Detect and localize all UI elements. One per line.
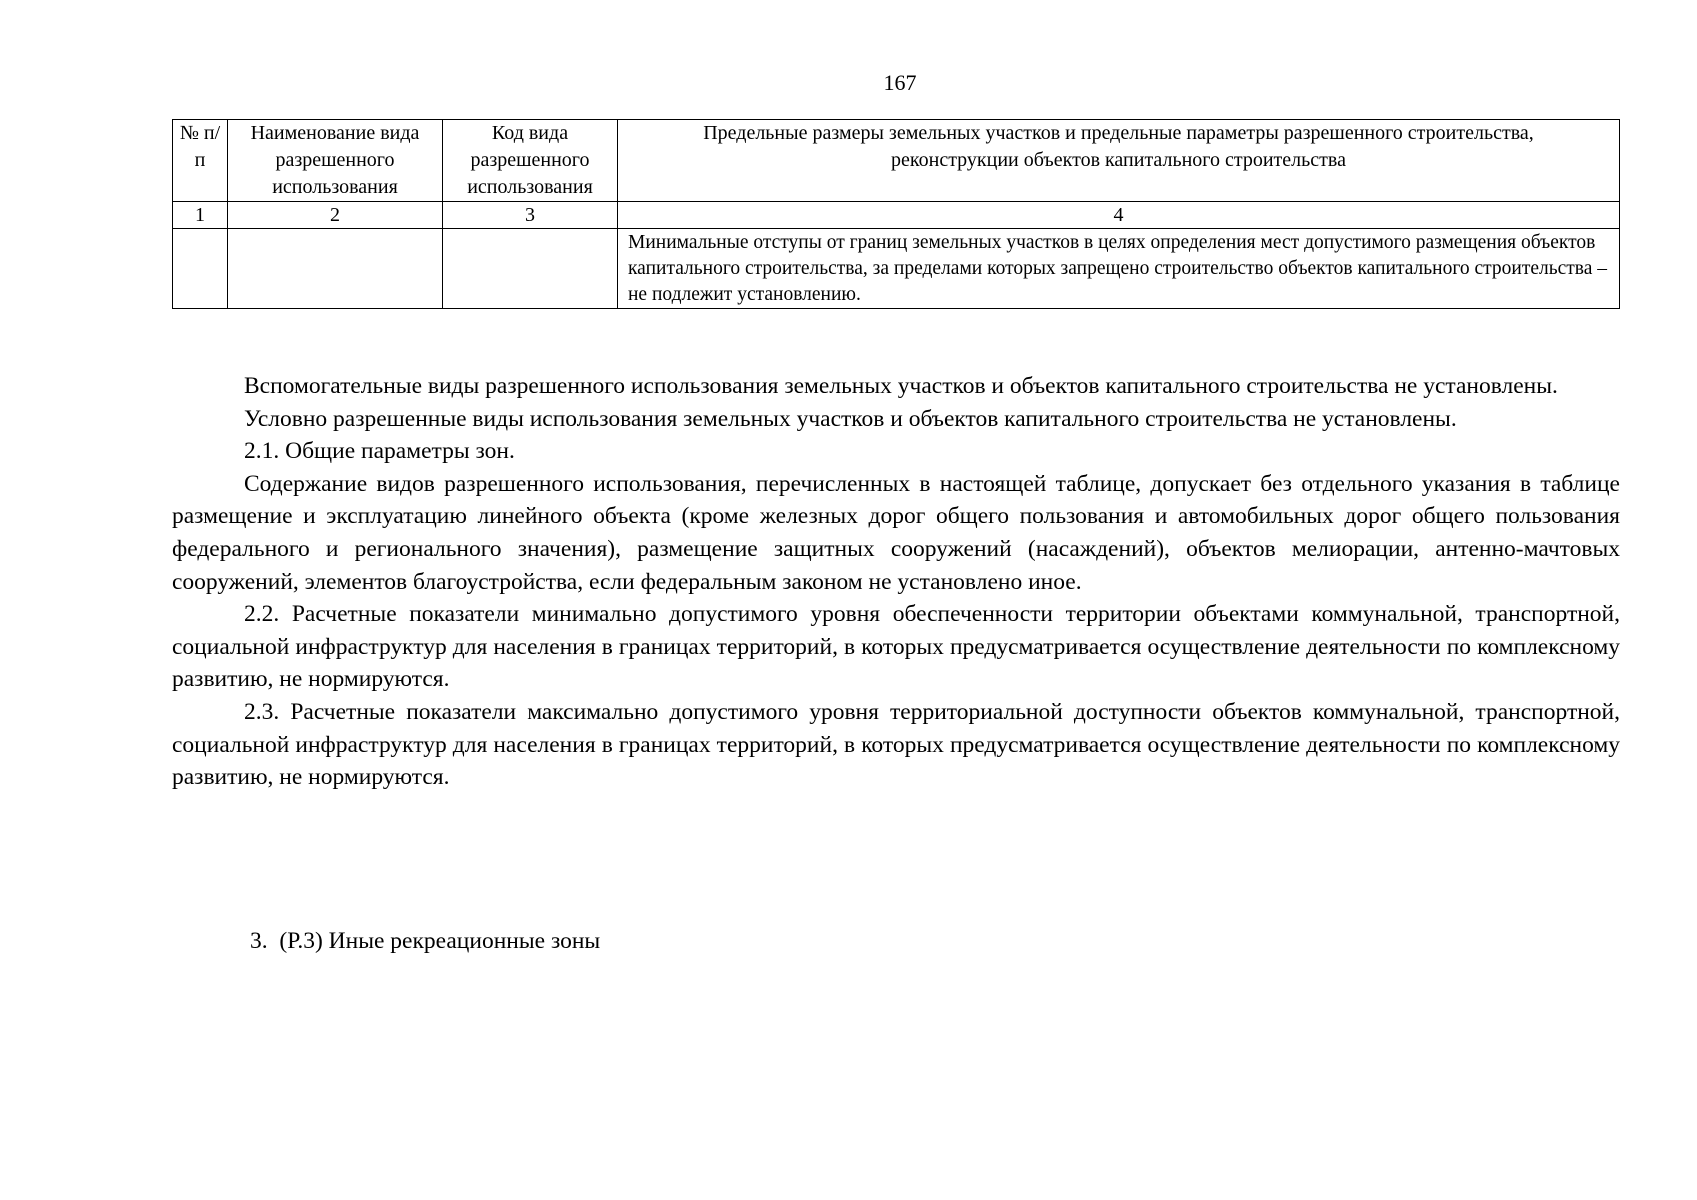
paragraph: Содержание видов разрешенного использования, перечисленных в настоящей таблице, допускает без отдельного указания в таблице размещение и эксплуатацию линейного объекта (кроме железных дорог общего пользования и автомобильных дорог общего пользования федерального и регионального значения), размещение защитных сооружений (насаждений), объектов мелиорации, антенно-мачтовых сооружений, элементов благоустройства, если федеральным законом не установлено иное. (172, 470, 1620, 595)
page-number: 167 (883, 70, 917, 95)
paragraph: 2.2. Расчетные показатели минимально допустимого уровня обеспеченности территории объектами коммунальной, транспортной, социальной инфраструктур для населения в границах территорий, в которых предусматривается осуществление деятельности по комплексному развитию, не нормируются. (172, 601, 1620, 693)
numbering-cell: 1 (173, 202, 228, 229)
paragraph: Вспомогательные виды разрешенного использования земельных участков и объектов капитального строительства не установлены. (244, 373, 1558, 399)
table-cell (443, 229, 618, 309)
table-row (173, 229, 1620, 309)
paragraph: 2.1. Общие параметры зон. (244, 438, 515, 465)
paragraph: 2.3. Расчетные показатели максимально допустимого уровня территориальной доступности объектов коммунальной, транспортной, социальной инфраструктур для населения в границах территорий, в которых предусматривается осуществление деятельности по комплексному развитию, не нормируются. (172, 698, 1620, 791)
header-cell-number: № п/п (173, 120, 228, 202)
section-heading-title: (Р.3) Иные рекреационные зоны (279, 928, 601, 954)
paragraph: Условно разрешенные виды использования земельных участков и объектов капитального строительства не установлены. (244, 405, 1457, 432)
table-cell (173, 229, 228, 309)
table-header-row (173, 120, 1620, 202)
table-cell-parameters-text: Минимальные отступы от границ земельных участков в целях определения мест допустимого размещения объектов капитального строительства, за пределами которых запрещено строительство объектов капитального строительства – не подлежит установлению. (618, 229, 1620, 309)
numbering-cell: 3 (443, 202, 618, 229)
numbering-cell: 4 (618, 202, 1620, 229)
section-heading (250, 926, 600, 956)
numbering-cell: 2 (228, 202, 443, 229)
header-cell-name: Наименование вида разрешенного использования (228, 120, 443, 202)
parameters-table (172, 119, 1620, 309)
header-cell-parameters: Предельные размеры земельных участков и предельные параметры разрешенного строительства, реконструкции объектов капитального строительства (618, 120, 1620, 202)
section-heading-number: 3. (250, 928, 268, 954)
body-text (172, 370, 1620, 794)
header-cell-code: Код вида разрешенного использования (443, 120, 618, 202)
table-cell (228, 229, 443, 309)
table-numbering-row (173, 202, 1620, 229)
